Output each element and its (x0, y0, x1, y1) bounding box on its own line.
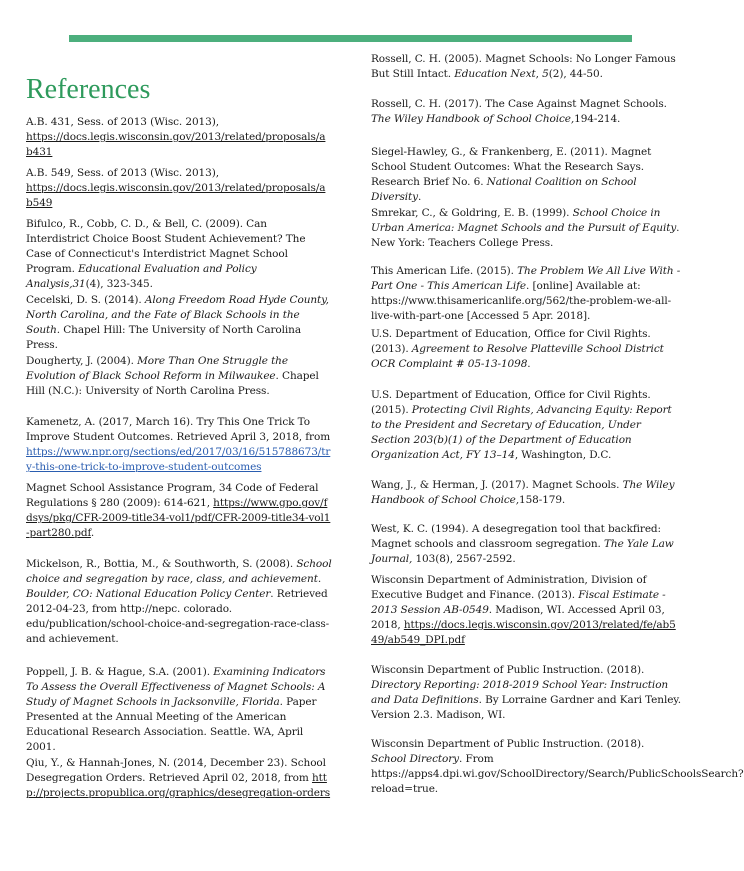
reference-text: Mickelson, R., Bottia, M., & Southworth, S. (2008). (26, 558, 297, 570)
reference-url[interactable]: https://docs.legis.wisconsin.gov/2013/related/fe/ab549/ab549_DPI.pdf (371, 619, 676, 646)
reference-italic-text: Fiscal Estimate - 2013 Session AB-0549 (371, 589, 666, 616)
reference-entry (371, 737, 744, 797)
reference-entry (26, 115, 332, 160)
reference-italic-text: School choice and segregation by race, class, and achievement. Boulder, CO: National Education Policy Center (26, 558, 332, 600)
reference-entry (371, 327, 681, 372)
reference-text: This American Life. (2015). (371, 265, 518, 277)
reference-italic-text: The Problem We All Live With - Part One - This American Life (371, 265, 681, 292)
reference-text: . (417, 191, 422, 203)
reference-italic-text: Educational Evaluation and Policy Analysis,31 (26, 263, 257, 290)
reference-text: . Madison, WI. Accessed April 03, 2018, (371, 604, 665, 631)
reference-text: . From https://apps4.dpi.wi.gov/SchoolDirectory/Search/PublicSchoolsSearch?reload=true. (371, 753, 744, 795)
reference-text: . Chapel Hill: The University of North Carolina Press. (26, 324, 301, 351)
reference-text: . New York: Teachers College Press. (371, 222, 680, 249)
reference-text: . [online] Available at: https://www.thisamericanlife.org/562/the-problem-we-all-live-with-part-one [Accessed 5 Apr. 2018]. (371, 280, 672, 322)
reference-text: Siegel-Hawley, G., & Frankenberg, E. (2011). Magnet School Student Outcomes: What the Research Says. Research Brief No. 6. (371, 146, 652, 188)
reference-text: . (90, 527, 95, 539)
reference-italic-text: Education Next (454, 68, 536, 80)
reference-text: Rossell, C. H. (2005). Magnet Schools: No Longer Famous But Still Intact. (371, 53, 676, 80)
reference-entry (371, 573, 681, 648)
reference-link[interactable]: https://www.npr.org/sections/ed/2017/03/16/515788673/try-this-one-trick-to-improve-student-outcomes (26, 446, 331, 473)
page-title: References (26, 74, 151, 105)
reference-entry (371, 52, 681, 82)
reference-text: . Paper Presented at the Annual Meeting of the American Educational Research Association. Seattle. WA, April 2001. (26, 696, 317, 753)
reference-entry (26, 756, 332, 801)
reference-url[interactable]: http://projects.propublica.org/graphics/desegregation-orders (26, 772, 331, 799)
reference-text: . Retrieved 2012-04-23, from http://nepc. colorado. edu/publication/school-choice-and-segregation-race-class-and achievement. (26, 588, 330, 645)
reference-text: Wisconsin Department of Public Instruction. (2018). (371, 738, 645, 750)
reference-text: 103(8), 2567-2592. (412, 553, 516, 565)
reference-text: Poppell, J. B. & Hague, S.A. (2001). (26, 666, 214, 678)
reference-italic-text: Examining Indicators To Assess the Overall Effectiveness of Magnet Schools: A Study of Magnet Schools in Jacksonville, Florida (26, 666, 326, 708)
reference-entry (26, 293, 332, 353)
reference-entry (371, 145, 681, 205)
reference-text: . (527, 358, 531, 370)
reference-text: 194-214. (574, 113, 621, 125)
reference-text: A.B. 431, Sess. of 2013 (Wisc. 2013), (26, 116, 219, 128)
reference-text: West, K. C. (1994). A desegregation tool that backfired: Magnet schools and classroom segregation. (371, 523, 661, 550)
reference-entry (26, 354, 332, 399)
reference-text: . By Lorraine Gardner and Kari Tenley. Version 2.3. Madison, WI. (371, 694, 681, 721)
reference-italic-text: School Directory (371, 753, 459, 765)
reference-text: Rossell, C. H. (2017). The Case Against Magnet Schools. (371, 98, 667, 110)
reference-entry (26, 166, 332, 211)
reference-text: (2), 44-50. (548, 68, 603, 80)
reference-text: 158-179. (519, 494, 566, 506)
reference-text: Dougherty, J. (2004). (26, 355, 138, 367)
reference-text: Smrekar, C., & Goldring, E. B. (1999). (371, 207, 573, 219)
reference-entry (26, 217, 332, 292)
reference-italic-text: Directory Reporting: 2018-2019 School Year: Instruction and Data Definitions (371, 679, 669, 706)
reference-text: Wisconsin Department of Administration, Division of Executive Budget and Finance. (2013). (371, 574, 647, 601)
reference-text: Wang, J., & Herman, J. (2017). Magnet Schools. (371, 479, 623, 491)
reference-entry (371, 206, 681, 251)
reference-entry (371, 264, 681, 324)
reference-url[interactable]: https://docs.legis.wisconsin.gov/2013/related/proposals/ab431 (26, 131, 326, 158)
reference-italic-text: School Choice in Urban America: Magnet Schools and the Pursuit of Equity (371, 207, 677, 234)
reference-url[interactable]: https://www.gpo.gov/fdsys/pkg/CFR-2009-title34-vol1/pdf/CFR-2009-title34-vol1-part280.pdf (26, 497, 331, 539)
reference-text: . Chapel Hill (N.C.): University of North Carolina Press. (26, 370, 319, 397)
reference-italic-text: The Wiley Handbook of School Choice, (371, 479, 675, 506)
reference-italic-text: More Than One Struggle the Evolution of Black School Reform in Milwaukee (26, 355, 288, 382)
reference-entry (371, 663, 681, 723)
reference-entry (371, 478, 681, 508)
reference-entry (26, 557, 332, 647)
reference-text: U.S. Department of Education, Office for Civil Rights. (2015). (371, 389, 651, 416)
reference-text: A.B. 549, Sess. of 2013 (Wisc. 2013), (26, 167, 219, 179)
reference-text: U.S. Department of Education, Office for Civil Rights. (2013). (371, 328, 651, 355)
reference-italic-text: Protecting Civil Rights, Advancing Equity: Report to the President and Secretary of Education, Under Section 203(b)(1) of the Department of Education Organization Act, FY 13–14 (371, 404, 672, 461)
reference-text: Kamenetz, A. (2017, March 16). Try This One Trick To Improve Student Outcomes. Retrieved April 3, 2018, from (26, 416, 331, 443)
reference-italic-text: The Yale Law Journal, (371, 538, 674, 565)
reference-entry (26, 665, 332, 755)
reference-italic-text: The Wiley Handbook of School Choice, (371, 113, 575, 125)
reference-text: Wisconsin Department of Public Instruction. (2018). (371, 664, 645, 676)
reference-entry (371, 388, 681, 463)
reference-text: Qiu, Y., & Hannah-Jones, N. (2014, December 23). School Desegregation Orders. Retrieved April 02, 2018, from (26, 757, 326, 784)
reference-italic-text: National Coalition on School Diversity (371, 176, 637, 203)
reference-italic-text: Along Freedom Road Hyde County, North Carolina, and the Fate of Black Schools in the South (26, 294, 329, 336)
header-accent-bar (69, 35, 632, 42)
reference-text: Bifulco, R., Cobb, C. D., & Bell, C. (2009). Can Interdistrict Choice Boost Student Achievement? The Case of Connecticut's Interdistrict Magnet School Program. (26, 218, 306, 275)
reference-italic-text: 5 (542, 68, 549, 80)
reference-text: Magnet School Assistance Program, 34 Code of Federal Regulations § 280 (2009): 614-621, (26, 482, 319, 509)
reference-italic-text: Agreement to Resolve Platteville School District OCR Complaint # 05-13-1098 (371, 343, 664, 370)
reference-text: (4), 323-345. (85, 278, 153, 290)
reference-text: Cecelski, D. S. (2014). (26, 294, 145, 306)
reference-entry (26, 481, 332, 541)
reference-text: , Washington, D.C. (514, 449, 612, 461)
reference-url[interactable]: https://docs.legis.wisconsin.gov/2013/related/proposals/ab549 (26, 182, 326, 209)
reference-entry (371, 97, 681, 127)
reference-entry (26, 415, 332, 475)
reference-entry (371, 522, 681, 567)
reference-text: , (535, 68, 543, 80)
